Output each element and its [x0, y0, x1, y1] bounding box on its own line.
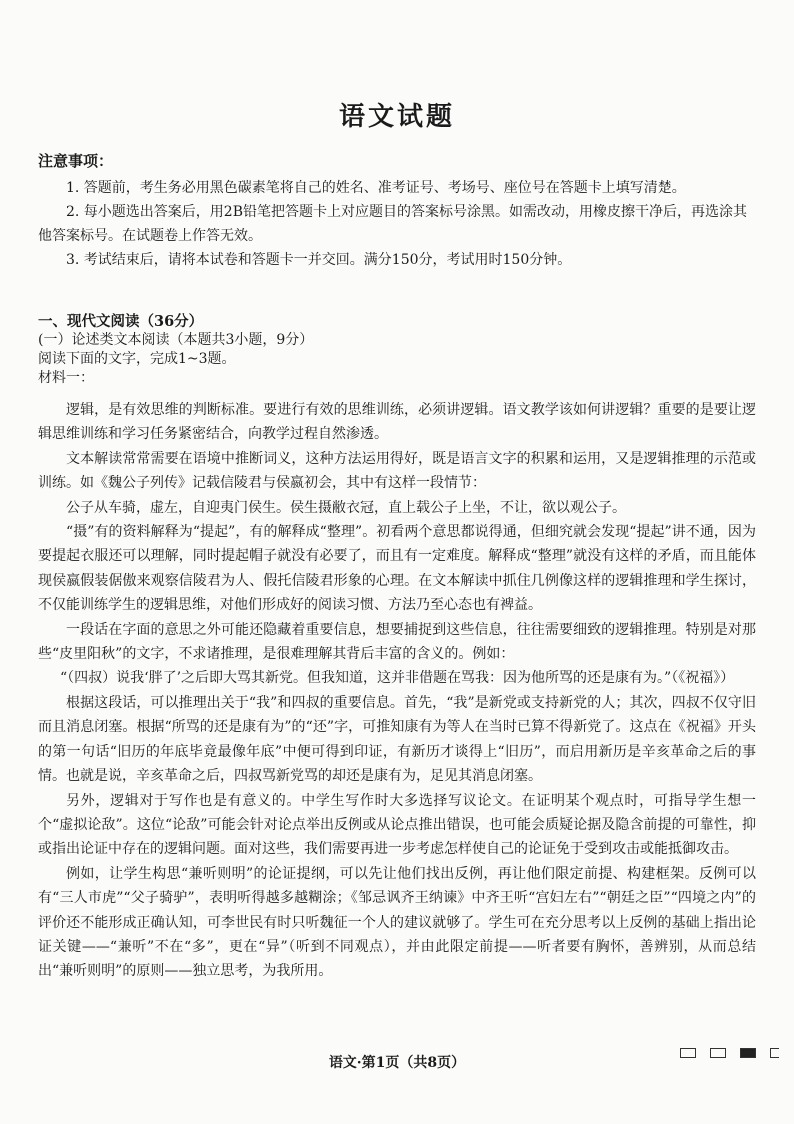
- page-title: 语文试题: [338, 102, 455, 132]
- section-header: [38, 312, 762, 388]
- paragraph: 例如，让学生构思“兼听则明”的论证提纲，可以先让他们找出反例，再让他们限定前提、构建框架。反例可以有“三人市虎”“父子骑驴”，表明听得越多越糊涂；《邹忌讽齐王纳谏》中齐王听“宫妇左右”“朝廷之臣”“四境之内”的评价还不能形成正确认知，可李世民有时只听魏征一个人的建议就够了。学生可在充分思考以上反例的基础上指出论证关键——“兼听”不在“多”，更在“异”（听到不同观点），并由此限定前提——听者要有胸怀，善辨别，从而总结出“兼听则明”的原则——独立思考，为我所用。: [38, 865, 756, 980]
- paragraph: 文本解读常常需要在语境中推断词义，这种方法运用得好，既是语言文字的积累和运用，又是逻辑推理的示范或训练。如《魏公子列传》记载信陵君与侯嬴初会，其中有这样一段情节：: [38, 450, 756, 492]
- square-mark-icon: [710, 1048, 726, 1058]
- paragraph: 另外，逻辑对于写作也是有意义的。中学生写作时大多选择写议论文。在证明某个观点时，可指导学生想一个“虚拟论敌”。这位“论敌”可能会针对论点举出反例或从论点推出错误，也可能会质疑论据及隐含前提的可靠性，抑或指出论证中存在的逻辑问题。面对这些，我们需要再进一步考虑怎样使自己的论证免于受到攻击或能抵御攻击。: [38, 792, 756, 858]
- square-mark-icon: [680, 1048, 696, 1058]
- part-heading: 一、现代文阅读（36分）: [38, 313, 204, 330]
- filled-square-mark-icon: [740, 1048, 756, 1058]
- instruction-text: 阅读下面的文字，完成1~3题。: [38, 351, 236, 367]
- notice-item: 1. 答题前，考生务必用黑色碳素笔将自己的姓名、准考证号、考场号、座位号在答题卡上填写清楚。: [66, 180, 686, 196]
- reading-passage: [38, 398, 756, 984]
- notice-heading: 注意事项：: [38, 152, 114, 170]
- notice-list: [38, 176, 758, 272]
- notice-item: 2. 每小题选出答案后，用2B铅笔把答题卡上对应题目的答案标号涂黑。如需改动，用橡皮擦干净后，再选涂其他答案标号。在试题卷上作答无效。: [38, 204, 748, 244]
- paragraph: 公子从车骑，虚左，自迎夷门侯生。侯生摄敝衣冠，直上载公子上坐，不让，欲以观公子。: [66, 499, 626, 516]
- page-footer: 语文·第1页（共8页）: [328, 1055, 466, 1071]
- paragraph-quote: “（四叔）说我‘胖了’之后即大骂其新党。但我知道，这并非借题在骂我：因为他所骂的还是康有为。”（《祝福》）: [60, 670, 735, 687]
- notice-item: 3. 考试结束后，请将本试卷和答题卡一并交回。满分150分，考试用时150分钟。: [66, 252, 572, 268]
- paragraph: 根据这段话，可以推理出关于“我”和四叔的重要信息。首先，“我”是新党或支持新党的人；其次，四叔不仅守旧而且消息闭塞。根据“所骂的还是康有为”的“还”字，可推知康有为等人在当时已算不得新党了。这点在《祝福》开头的第一句话“旧历的年底毕竟最像年底”中便可得到印证，有新历才谈得上“旧历”，而启用新历是辛亥革命之后的事情。也就是说，辛亥革命之后，四叔骂新党骂的却还是康有为，足见其消息闭塞。: [38, 694, 756, 785]
- page-marks: [680, 1048, 779, 1058]
- square-mark-icon: [770, 1048, 779, 1058]
- paragraph: 逻辑，是有效思维的判断标准。要进行有效的思维训练，必须讲逻辑。语文教学该如何讲逻辑？重要的是要让逻辑思维训练和学习任务紧密结合，向教学过程自然渗透。: [38, 402, 756, 443]
- material-label: 材料一：: [38, 370, 94, 386]
- paragraph: 一段话在字面的意思之外可能还隐藏着重要信息，想要捕捉到这些信息，往往需要细致的逻辑推理。特别是对那些“皮里阳秋”的文字，不求诸推理，是很难理解其背后丰富的含义的。例如：: [38, 621, 756, 663]
- paragraph: “摄”有的资料解释为“提起”，有的解释成“整理”。初看两个意思都说得通，但细究就会发现“提起”讲不通，因为要提起衣服还可以理解，同时提起帽子就没有必要了，而且有一定难度。解释成“整理”就没有这样的矛盾，而且能体现侯嬴假装倨傲来观察信陵君为人、假托信陵君形象的心理。在文本解读中抓住几例像这样的逻辑推理和学生探讨，不仅能训练学生的逻辑思维，对他们形成好的阅读习惯、方法乃至心态也有裨益。: [38, 524, 756, 614]
- sub-heading: (一）论述类文本阅读（本题共3小题，9分）: [38, 332, 314, 348]
